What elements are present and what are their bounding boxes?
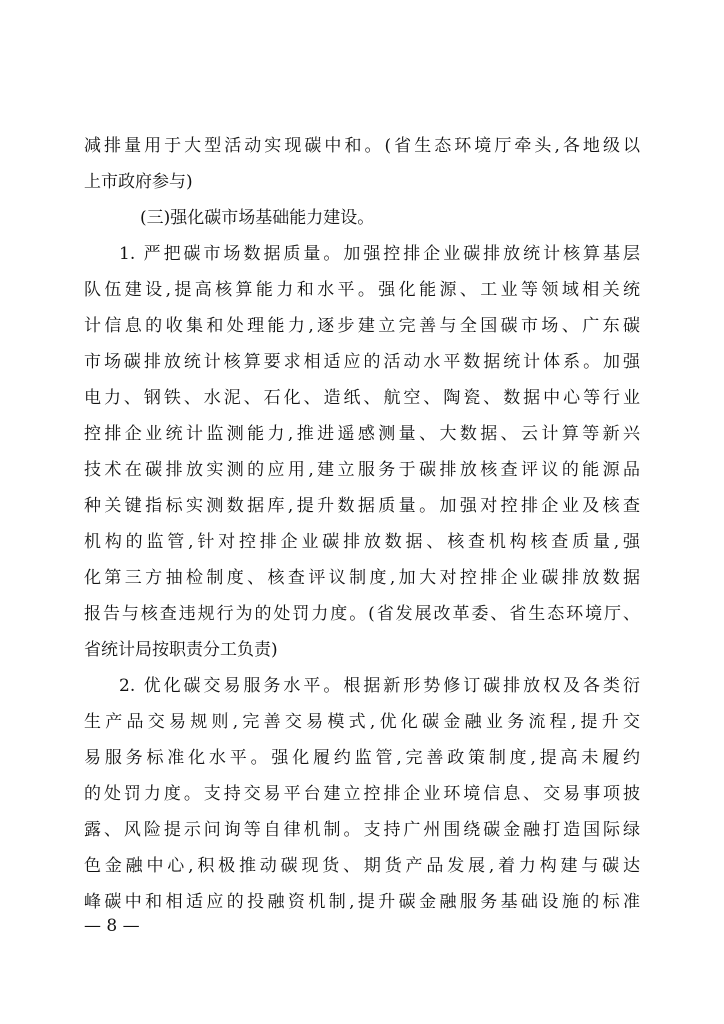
- text-line-7: 市场碳排放统计核算要求相适应的活动水平数据统计体系。加强: [84, 352, 640, 372]
- text-line-17: 生产品交易规则,完善交易模式,优化碳金融业务流程,提升交: [84, 712, 640, 732]
- text-line-16: 2. 优化碳交易服务水平。根据新形势修订碳排放权及各类衍: [119, 676, 640, 696]
- text-line-14: 报告与核查违规行为的处罚力度。(省发展改革委、省生态环境厅、: [84, 604, 640, 624]
- text-line-19: 的处罚力度。支持交易平台建立控排企业环境信息、交易事项披: [84, 784, 640, 804]
- text-line-22: 峰碳中和相适应的投融资机制,提升碳金融服务基础设施的标准: [84, 892, 640, 912]
- text-line-4: 1. 严把碳市场数据质量。加强控排企业碳排放统计核算基层: [119, 244, 640, 264]
- text-line-15: 省统计局按职责分工负责): [84, 640, 278, 660]
- text-line-6: 计信息的收集和处理能力,逐步建立完善与全国碳市场、广东碳: [84, 316, 640, 336]
- text-line-20: 露、风险提示问询等自律机制。支持广州围绕碳金融打造国际绿: [84, 820, 640, 840]
- text-line-1: 减排量用于大型活动实现碳中和。(省生态环境厅牵头,各地级以: [84, 136, 640, 156]
- text-line-13: 化第三方抽检制度、核查评议制度,加大对控排企业碳排放数据: [84, 568, 640, 588]
- text-line-18: 易服务标准化水平。强化履约监管,完善政策制度,提高未履约: [84, 748, 640, 768]
- page-number: — 8 —: [84, 916, 140, 936]
- section-heading: (三)强化碳市场基础能力建设。: [140, 208, 375, 228]
- text-line-11: 种关键指标实测数据库,提升数据质量。加强对控排企业及核查: [84, 496, 640, 516]
- text-line-21: 色金融中心,积极推动碳现货、期货产品发展,着力构建与碳达: [84, 856, 640, 876]
- text-line-10: 技术在碳排放实测的应用,建立服务于碳排放核查评议的能源品: [84, 460, 640, 480]
- text-line-12: 机构的监管,针对控排企业碳排放数据、核查机构核查质量,强: [84, 532, 640, 552]
- text-line-8: 电力、钢铁、水泥、石化、造纸、航空、陶瓷、数据中心等行业: [84, 388, 640, 408]
- text-line-2: 上市政府参与): [84, 172, 193, 192]
- text-line-9: 控排企业统计监测能力,推进遥感测量、大数据、云计算等新兴: [84, 424, 640, 444]
- text-line-5: 队伍建设,提高核算能力和水平。强化能源、工业等领域相关统: [84, 280, 640, 300]
